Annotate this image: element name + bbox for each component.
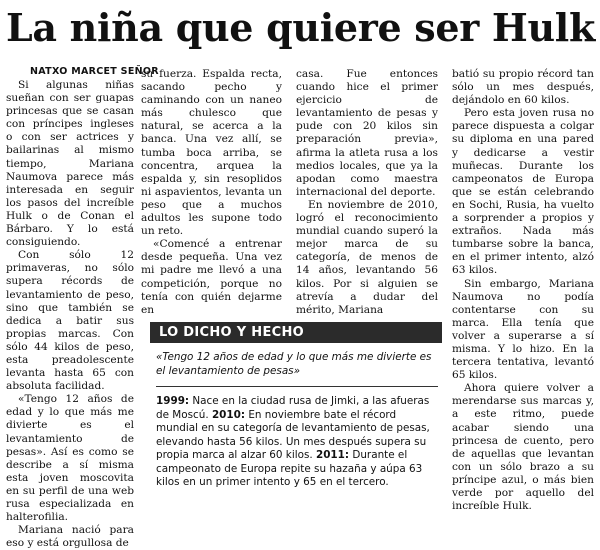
sidebar-title: LO DICHO Y HECHO (150, 322, 442, 343)
timeline-year: 1999: (156, 395, 190, 407)
column-2 (141, 68, 282, 316)
headline: La niña que quiere ser Hulk (6, 5, 595, 50)
sidebar-timeline (156, 395, 440, 490)
timeline-text: Nace en la ciudad rusa de Jimki, a las afueras de Moscú. (156, 395, 430, 421)
paragraph: En noviembre de 2010, logró el reconocimiento mundial cuando superó la mejor marca de su categoría, de menos de 14 años, levantando 56 kilos. Por si alguien se atrevía a dudar del mérito, Mariana (296, 198, 438, 316)
timeline-text: En noviembre bate el récord mundial en su categoría de levantamiento de pesas, elevando hasta 56 kilos. Un mes después supera su propia marca al alzar 60 kilos. (156, 408, 430, 461)
paragraph: Ahora quiere volver a merendarse sus marcas y, a este ritmo, puede acabar siendo una princesa de cuento, pero de aquellas que levantan con un sólo brazo a su príncipe azul, o más bien verde por aquello del increíble Hulk. (452, 382, 594, 513)
column-4 (452, 68, 594, 513)
timeline-year: 2011: (315, 449, 350, 461)
paragraph: Sin embargo, Mariana Naumova no podía contentarse con su marca. Ella tenía que volver a superarse a sí misma. Y lo hizo. En la tercera tentativa, levantó 65 kilos. (452, 277, 594, 382)
timeline-year: 2010: (211, 408, 246, 421)
column-1 (6, 79, 134, 550)
sidebar-quote: «Tengo 12 años de edad y lo que más me divierte es el levantamiento de pesas» (156, 351, 438, 387)
timeline-text: Durante el campeonato de Europa repite su hazaña y aúpa 63 kilos en un primer intento y 65 en el tercero. (156, 449, 423, 488)
paragraph: su fuerza. Espalda recta, sacando pecho y caminando con un naneo más chulesco que natural, se acerca a la banca. Una vez allí, se tumba boca arriba, se concentra, arquea la espalda y, sin resoplidos ni aspavientos, levanta un peso que a muchos adultos les supone todo un reto. (141, 68, 282, 238)
byline: NATXO MARCET SEÑOR (30, 66, 159, 77)
paragraph: casa. Fue entonces cuando hice el primer ejercicio de levantamiento de pesas y pude con 20 kilos sin preparación previa», afirma la atleta rusa a los medios locales, que ya la apodan como maestra internacional del deporte. (296, 68, 438, 198)
paragraph: «Tengo 12 años de edad y lo que más me divierte es el levantamiento de pesas». Así es como se describe a sí misma esta joven moscovita en su perfil de una web rusa especializada en halterofilia. (6, 393, 134, 524)
paragraph: batió su propio récord tan sólo un mes después, dejándolo en 60 kilos. (452, 68, 594, 107)
paragraph: «Comencé a entrenar desde pequeña. Una vez mi padre me llevó a una competición, porque no tenía con quién dejarme en (141, 238, 282, 316)
paragraph: Mariana nació para eso y está orgullosa de (6, 524, 134, 550)
column-3 (296, 68, 438, 315)
paragraph: Si algunas niñas sueñan con ser guapas princesas que se casan con príncipes ingleses o con ser actrices y bailarinas al mismo tiempo, Mariana Naumova parece más interesada en seguir los pasos del increíble Hulk o de Conan el Bárbaro. Y lo está consiguiendo. (6, 79, 134, 249)
paragraph: Con sólo 12 primaveras, no sólo supera récords de levantamiento de peso, sino que también se dedica a batir sus propias marcas. Con sólo 44 kilos de peso, esta preadolescente levanta hasta 65 con absoluta facilidad. (6, 249, 134, 393)
sidebar-box (150, 322, 442, 500)
paragraph: Pero esta joven rusa no parece dispuesta a colgar su diploma en una pared y dedicarse a vestir muñecas. Durante los campeonatos de Europa que se están celebrando en Sochi, Rusia, ha vuelto a sorprender a propios y extraños. Nada más tumbarse sobre la banca, en el primer intento, alzó 63 kilos. (452, 107, 594, 277)
